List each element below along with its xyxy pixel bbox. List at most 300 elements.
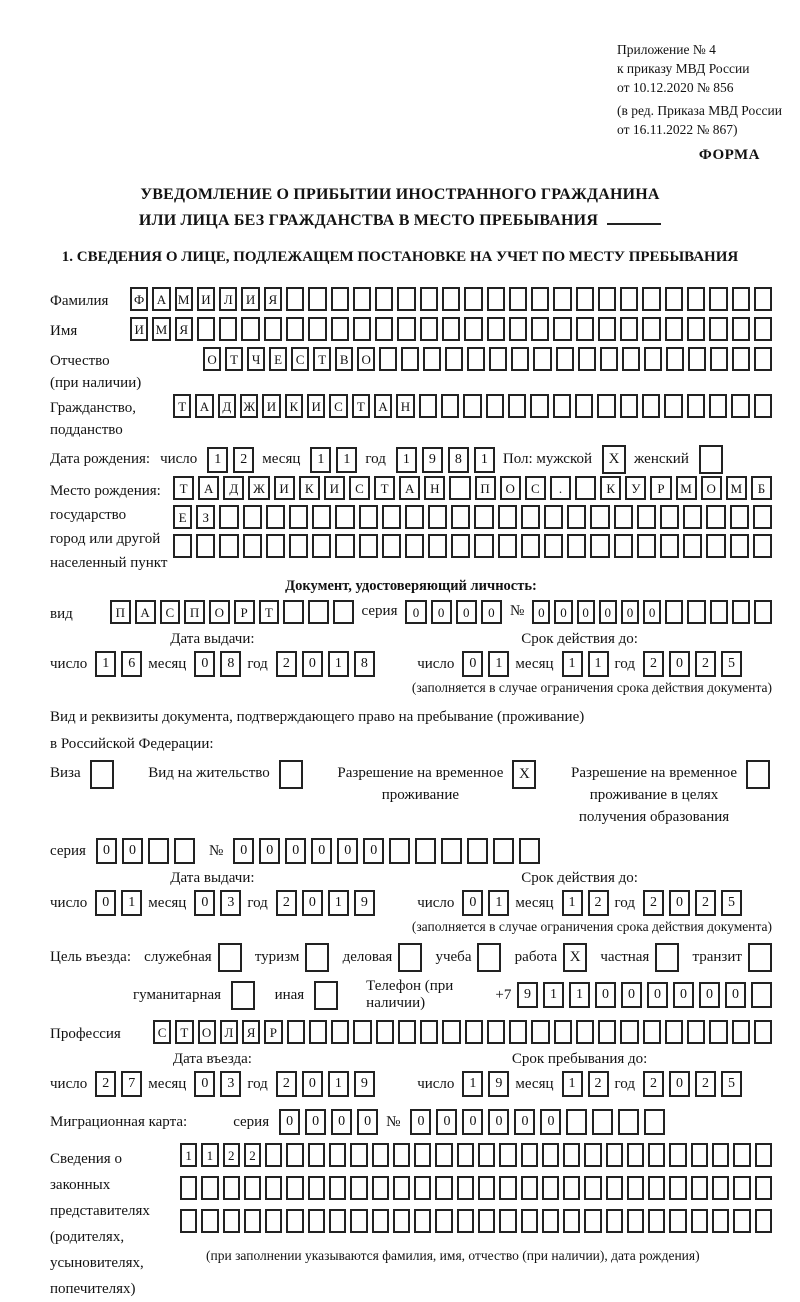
purpose-transit: транзит [693, 943, 772, 972]
form-title [0, 182, 800, 234]
char-cell: А [135, 600, 156, 624]
char-cell [575, 394, 593, 418]
char-cell: 0 [194, 890, 215, 916]
char-cell [620, 1020, 638, 1044]
char-cell: 0 [305, 1109, 326, 1135]
char-cell [578, 347, 596, 371]
char-cell: 0 [621, 600, 639, 624]
birth-date-row [50, 445, 772, 474]
char-cell [393, 1176, 410, 1200]
char-cell [331, 1020, 349, 1044]
char-cell: 0 [405, 600, 426, 624]
day-label: число [417, 655, 455, 672]
char-cell [691, 1143, 708, 1167]
char-cell [733, 1143, 750, 1167]
char-cell [669, 1209, 686, 1233]
char-cell [372, 1143, 389, 1167]
char-cell [755, 1209, 772, 1233]
char-cell: Я [175, 317, 193, 341]
issue-month-cells [194, 651, 241, 677]
char-cell [486, 394, 504, 418]
char-cell: И [307, 394, 325, 418]
char-cell [223, 1176, 240, 1200]
char-cell [308, 1143, 325, 1167]
char-cell [733, 1209, 750, 1233]
char-cell [598, 317, 616, 341]
work-checkbox [563, 943, 587, 972]
char-cell: 0 [259, 838, 280, 864]
char-cell [382, 534, 401, 558]
year-label: год [614, 1075, 635, 1092]
char-cell [531, 317, 549, 341]
char-cell [283, 600, 304, 624]
residence-permit-checkbox [279, 760, 303, 789]
char-cell [584, 1143, 601, 1167]
char-cell [584, 1176, 601, 1200]
char-cell [441, 394, 459, 418]
birth-place-cells-row1 [173, 476, 772, 500]
char-cell [197, 317, 215, 341]
char-cell: 8 [448, 447, 469, 473]
char-cell: И [324, 476, 345, 500]
month-label: месяц [262, 451, 301, 467]
form-label: ФОРМА [698, 147, 760, 163]
char-cell [709, 1020, 727, 1044]
expiry-year-cells [643, 890, 742, 916]
char-cell [598, 287, 616, 311]
char-cell: Т [374, 476, 395, 500]
char-cell: 0 [540, 1109, 561, 1135]
char-cell: Л [219, 287, 237, 311]
char-cell [449, 476, 470, 500]
birth-day-cells [207, 447, 254, 473]
char-cell: Р [234, 600, 255, 624]
expiry-year-cells [643, 651, 742, 677]
purpose-private: частная [600, 943, 679, 972]
char-cell [511, 347, 529, 371]
stay-until-year-cells [643, 1071, 742, 1097]
char-cell: С [160, 600, 181, 624]
char-cell [478, 1209, 495, 1233]
char-cell [457, 1176, 474, 1200]
char-cell: М [726, 476, 747, 500]
char-cell: С [525, 476, 546, 500]
birth-place-cells-row3 [173, 534, 772, 558]
char-cell [590, 505, 609, 529]
char-cell [566, 1109, 587, 1135]
char-cell [441, 838, 462, 864]
char-cell [435, 1176, 452, 1200]
char-cell: 0 [669, 651, 690, 677]
firstname-cells [130, 317, 772, 341]
char-cell [706, 534, 725, 558]
char-cell: 1 [95, 651, 116, 677]
char-cell: 1 [562, 890, 583, 916]
char-cell [687, 287, 705, 311]
issue-date-group [50, 631, 375, 677]
char-cell: 0 [577, 600, 595, 624]
char-cell [489, 347, 507, 371]
checkbox-cell: X [602, 445, 626, 474]
char-cell [597, 394, 615, 418]
char-cell: О [701, 476, 722, 500]
char-cell: 0 [532, 600, 550, 624]
char-cell: 0 [233, 838, 254, 864]
char-cell: 9 [422, 447, 443, 473]
char-cell [590, 534, 609, 558]
char-cell: 5 [721, 651, 742, 677]
char-cell [519, 838, 540, 864]
char-cell [308, 287, 326, 311]
char-cell [691, 1176, 708, 1200]
checkbox-cell [305, 943, 329, 972]
char-cell: Я [242, 1020, 260, 1044]
char-cell: С [329, 394, 347, 418]
char-cell [533, 347, 551, 371]
char-cell [353, 317, 371, 341]
char-cell [312, 534, 331, 558]
char-cell [379, 347, 397, 371]
entry-date-heading: Дата въезда: [172, 1051, 252, 1067]
representatives-note: (при заполнении указываются фамилия, имя, отчество (при наличии), дата рождения) [206, 1248, 700, 1263]
char-cell: 0 [599, 600, 617, 624]
checkbox-cell [231, 981, 255, 1010]
entry-date-group [50, 1051, 375, 1097]
citizenship-sublabel: подданство [50, 422, 123, 438]
char-cell: 1 [328, 1071, 349, 1097]
char-cell [428, 534, 447, 558]
char-cell [474, 534, 493, 558]
day-label: число [160, 451, 198, 467]
entry-year-cells [276, 1071, 375, 1097]
char-cell [567, 534, 586, 558]
char-cell [531, 1020, 549, 1044]
char-cell [463, 394, 481, 418]
option-residence-permit: Вид на жительство [148, 760, 302, 789]
char-cell [754, 600, 772, 624]
identity-doc-dates [50, 631, 772, 677]
year-label: год [247, 894, 268, 911]
legal-reference-block [617, 40, 782, 139]
stay-doc-options [50, 760, 772, 828]
char-cell [389, 838, 410, 864]
stay-until-day-cells [462, 1071, 509, 1097]
char-cell [665, 287, 683, 311]
migration-series-cells [279, 1109, 378, 1135]
char-cell: 2 [643, 651, 664, 677]
char-cell: 0 [302, 651, 323, 677]
phone-prefix: +7 [495, 986, 512, 1003]
char-cell [732, 317, 750, 341]
char-cell [478, 1176, 495, 1200]
visa-checkbox [90, 760, 114, 789]
char-cell [709, 287, 727, 311]
char-cell [498, 505, 517, 529]
char-cell: С [153, 1020, 171, 1044]
issue-year-cells [276, 890, 375, 916]
char-cell: 1 [396, 447, 417, 473]
stay-series-cells [96, 838, 195, 864]
char-cell: 0 [357, 1109, 378, 1135]
char-cell: 1 [488, 651, 509, 677]
char-cell: 0 [462, 890, 483, 916]
char-cell: 1 [462, 1071, 483, 1097]
char-cell [414, 1143, 431, 1167]
char-cell [563, 1143, 580, 1167]
char-cell [712, 1176, 729, 1200]
char-cell [286, 287, 304, 311]
char-cell: Т [313, 347, 331, 371]
char-cell [382, 505, 401, 529]
purpose-work: работа X [515, 943, 588, 972]
char-cell [521, 534, 540, 558]
birth-year-cells [396, 447, 495, 473]
char-cell [732, 347, 750, 371]
year-label: год [365, 451, 386, 467]
char-cell [219, 317, 237, 341]
char-cell [286, 317, 304, 341]
char-cell [265, 1176, 282, 1200]
char-cell [420, 317, 438, 341]
char-cell: 1 [310, 447, 331, 473]
char-cell [333, 600, 354, 624]
char-cell: Т [173, 476, 194, 500]
expiry-day-cells [462, 890, 509, 916]
char-cell [627, 1176, 644, 1200]
char-cell [660, 534, 679, 558]
patronymic-row [50, 347, 772, 394]
char-cell [732, 1020, 750, 1044]
private-checkbox [655, 943, 679, 972]
firstname-row [50, 317, 772, 342]
year-label: год [614, 655, 635, 672]
char-cell [600, 347, 618, 371]
char-cell [173, 534, 192, 558]
char-cell [498, 534, 517, 558]
char-cell [620, 394, 638, 418]
char-cell [308, 317, 326, 341]
char-cell: О [198, 1020, 216, 1044]
char-cell: 2 [95, 1071, 116, 1097]
char-cell: Т [225, 347, 243, 371]
char-cell [731, 394, 749, 418]
char-cell [372, 1176, 389, 1200]
char-cell [264, 317, 282, 341]
entry-dates [50, 1051, 772, 1097]
char-cell [730, 505, 749, 529]
representatives-row [50, 1143, 772, 1302]
char-cell: К [285, 394, 303, 418]
expiry-month-cells [562, 651, 609, 677]
citizenship-cells [173, 394, 772, 418]
option-visa: Виза [50, 760, 114, 789]
purpose-official: служебная [144, 943, 242, 972]
char-cell [335, 505, 354, 529]
char-cell: А [195, 394, 213, 418]
char-cell: И [262, 394, 280, 418]
char-cell [606, 1176, 623, 1200]
char-cell [709, 394, 727, 418]
char-cell [606, 1143, 623, 1167]
purpose-tourism: туризм [255, 943, 330, 972]
char-cell: Б [751, 476, 772, 500]
char-cell [508, 394, 526, 418]
char-cell: 1 [569, 982, 590, 1008]
humanitarian-label: гуманитарная [133, 986, 222, 1003]
checkbox-cell: X [563, 943, 587, 972]
purpose-row [50, 943, 772, 972]
char-cell [442, 1020, 460, 1044]
char-cell: Н [396, 394, 414, 418]
char-cell: Я [264, 287, 282, 311]
char-cell [648, 1209, 665, 1233]
char-cell [493, 838, 514, 864]
char-cell [372, 1209, 389, 1233]
char-cell [180, 1209, 197, 1233]
patronymic-sublabel: (при наличии) [50, 375, 142, 391]
char-cell: 0 [481, 600, 502, 624]
char-cell: 1 [336, 447, 357, 473]
char-cell [244, 1209, 261, 1233]
char-cell: Д [223, 476, 244, 500]
char-cell: 0 [621, 982, 642, 1008]
char-cell [687, 600, 705, 624]
char-cell [350, 1176, 367, 1200]
char-cell [442, 317, 460, 341]
other-label: иная [274, 986, 305, 1003]
char-cell [665, 1020, 683, 1044]
char-cell: 0 [669, 1071, 690, 1097]
char-cell [467, 838, 488, 864]
char-cell [308, 1176, 325, 1200]
char-cell: Л [220, 1020, 238, 1044]
char-cell: 2 [233, 447, 254, 473]
char-cell [709, 317, 727, 341]
char-cell: 0 [514, 1109, 535, 1135]
issue-year-cells [276, 651, 375, 677]
char-cell: П [184, 600, 205, 624]
char-cell [751, 982, 772, 1008]
representatives-grid [180, 1143, 772, 1264]
char-cell: 0 [95, 890, 116, 916]
option-temp-residence-education: Разрешение на временное проживание в целях получения образования [571, 760, 770, 828]
char-cell [335, 534, 354, 558]
char-cell: 2 [223, 1143, 240, 1167]
char-cell [350, 1143, 367, 1167]
char-cell [712, 1143, 729, 1167]
char-cell [308, 600, 329, 624]
char-cell [487, 287, 505, 311]
stay-series-label: серия [50, 842, 86, 859]
char-cell: 6 [121, 651, 142, 677]
char-cell [592, 1109, 613, 1135]
char-cell [710, 347, 728, 371]
char-cell [643, 1020, 661, 1044]
char-cell [405, 505, 424, 529]
phone-cells [517, 982, 772, 1008]
representatives-cells-row3 [180, 1209, 772, 1233]
char-cell: М [676, 476, 697, 500]
char-cell [375, 287, 393, 311]
char-cell: 0 [311, 838, 332, 864]
char-cell [687, 1020, 705, 1044]
char-cell [451, 534, 470, 558]
char-cell [359, 534, 378, 558]
char-cell: О [500, 476, 521, 500]
char-cell [405, 534, 424, 558]
char-cell [329, 1176, 346, 1200]
char-cell: 2 [588, 1071, 609, 1097]
char-cell [353, 287, 371, 311]
char-cell [286, 1176, 303, 1200]
char-cell [664, 394, 682, 418]
doc-kind-cells [110, 600, 354, 624]
char-cell [576, 1020, 594, 1044]
char-cell [614, 505, 633, 529]
char-cell [683, 534, 702, 558]
birth-place-row [50, 476, 772, 575]
checkbox-cell [746, 760, 770, 789]
char-cell [688, 347, 706, 371]
checkbox-cell [748, 943, 772, 972]
char-cell [219, 534, 238, 558]
char-cell: Д [218, 394, 236, 418]
char-cell: 0 [410, 1109, 431, 1135]
birth-place-grid [173, 476, 772, 558]
char-cell [544, 534, 563, 558]
doc-series-label: серия [361, 603, 398, 619]
day-label: число [50, 1075, 88, 1092]
issue-month-cells [194, 890, 241, 916]
char-cell [308, 1209, 325, 1233]
char-cell: 1 [562, 1071, 583, 1097]
char-cell [499, 1209, 516, 1233]
char-cell: 0 [554, 600, 572, 624]
patronymic-label: Отчество (при наличии) [50, 347, 203, 394]
purpose-row2 [50, 978, 772, 1012]
char-cell [622, 347, 640, 371]
tourism-checkbox [305, 943, 329, 972]
representatives-label: Сведения о законных представителях (родителях, усыновителях, попечителях) [50, 1151, 150, 1297]
day-label: число [417, 894, 455, 911]
char-cell [598, 1020, 616, 1044]
char-cell: И [274, 476, 295, 500]
char-cell [648, 1143, 665, 1167]
char-cell [531, 287, 549, 311]
business-checkbox [398, 943, 422, 972]
char-cell: Е [173, 505, 192, 529]
char-cell [754, 317, 772, 341]
char-cell [563, 1176, 580, 1200]
citizenship-row [50, 394, 772, 441]
char-cell: 0 [363, 838, 384, 864]
section1-heading: 1. СВЕДЕНИЯ О ЛИЦЕ, ПОДЛЕЖАЩЕМ ПОСТАНОВКЕ НА УЧЕТ ПО МЕСТУ ПРЕБЫВАНИЯ [61, 249, 739, 265]
char-cell [244, 1176, 261, 1200]
stay-number-label: № [208, 842, 224, 859]
char-cell [420, 1020, 438, 1044]
char-cell: 3 [220, 1071, 241, 1097]
char-cell [706, 505, 725, 529]
char-cell [691, 1209, 708, 1233]
surname-row [50, 287, 772, 312]
month-label: месяц [515, 1075, 554, 1092]
char-cell: П [110, 600, 131, 624]
year-label: год [247, 1075, 268, 1092]
char-cell [753, 534, 772, 558]
migration-card-label: Миграционная карта: [50, 1113, 188, 1130]
identity-doc-heading: Документ, удостоверяющий личность: [285, 578, 537, 594]
char-cell: И [197, 287, 215, 311]
